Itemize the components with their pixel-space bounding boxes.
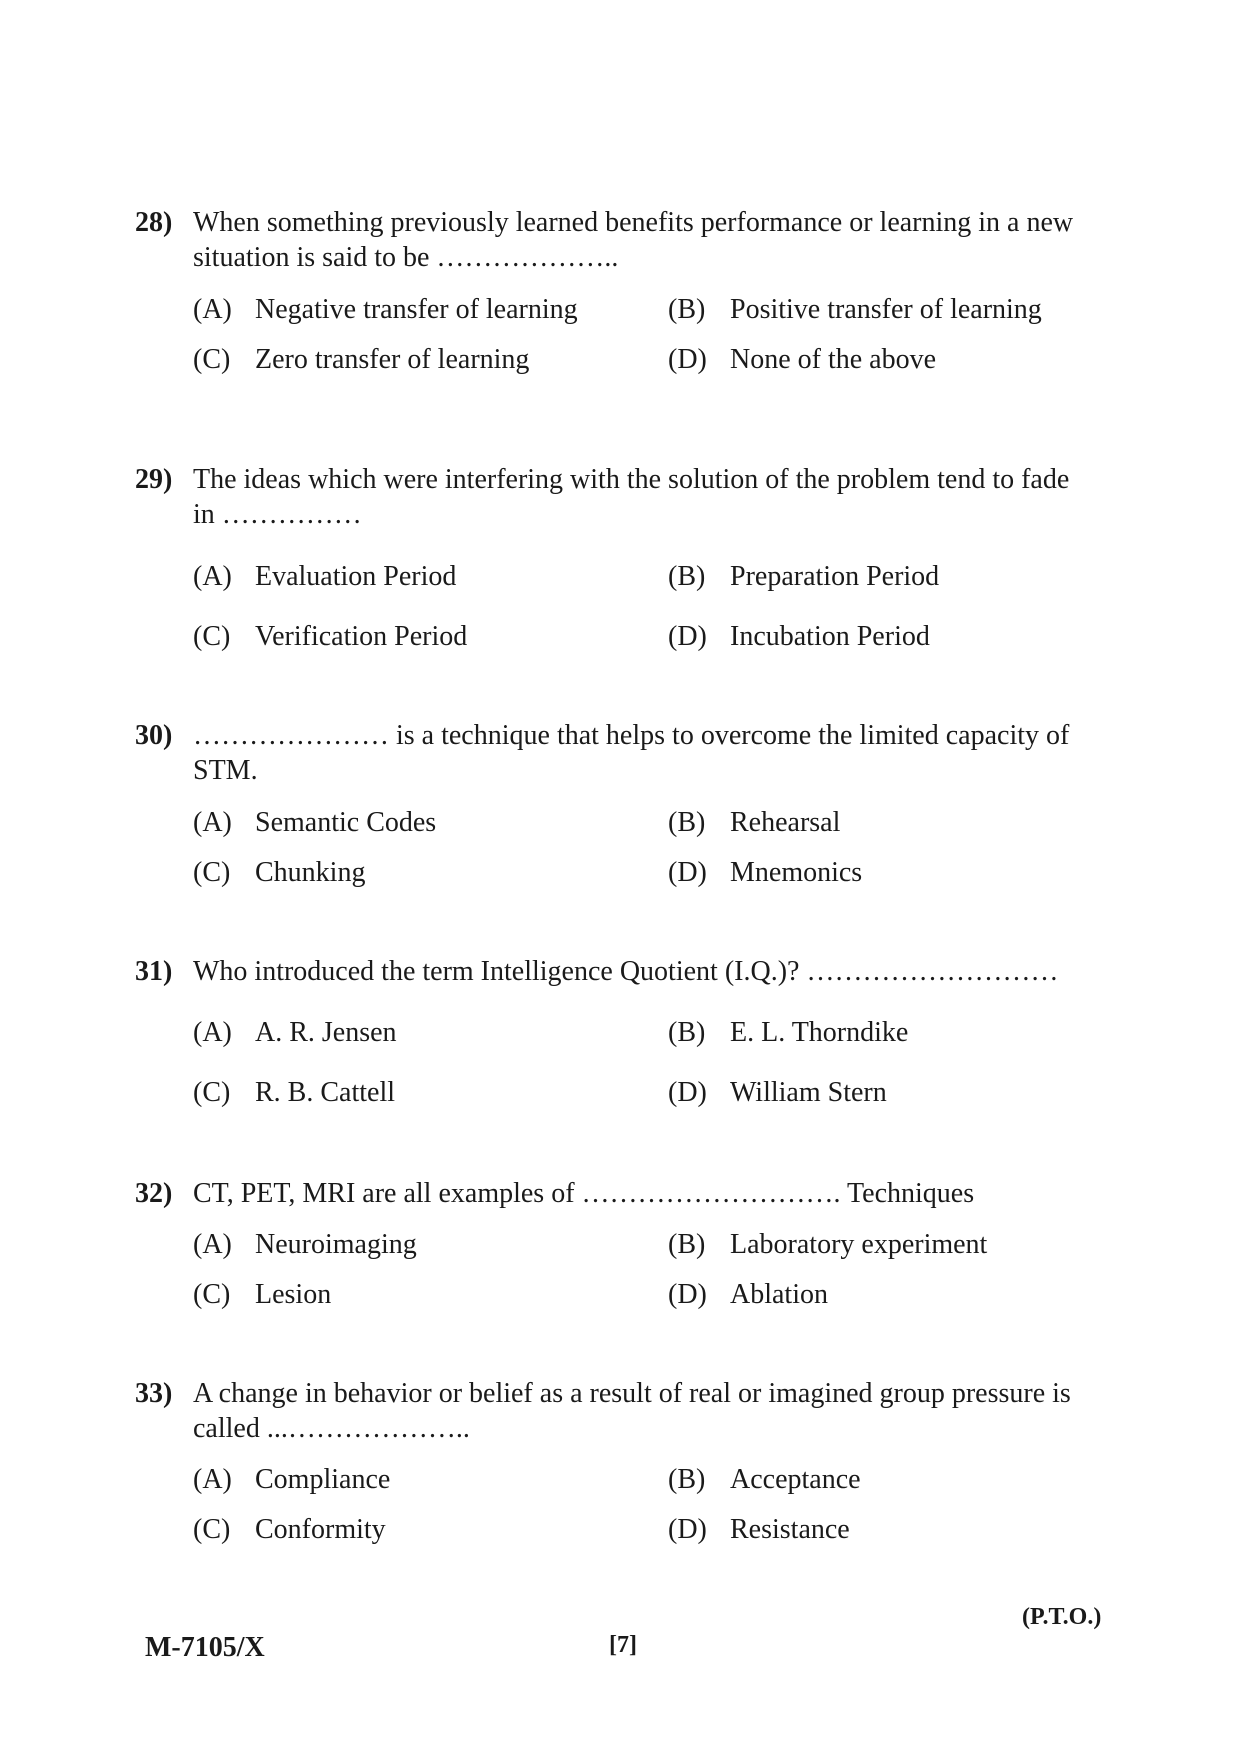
question-30	[135, 718, 1095, 788]
option-label: (D)	[668, 344, 707, 375]
option-label: (C)	[193, 1077, 231, 1108]
option-label: (A)	[193, 294, 232, 325]
option-d	[668, 342, 936, 377]
option-text: Semantic Codes	[255, 807, 437, 838]
option-label: (D)	[668, 1514, 707, 1545]
question-32	[135, 1176, 1095, 1211]
pto-label: (P.T.O.)	[1022, 1604, 1102, 1630]
question-text: The ideas which were interfering with the solution of the problem tend to fade in ……………	[193, 464, 1070, 530]
option-label: (A)	[193, 561, 232, 592]
option-label: (B)	[668, 807, 706, 838]
option-text: Incubation Period	[730, 621, 930, 652]
question-stem	[135, 205, 1095, 275]
option-a	[193, 292, 578, 327]
option-text: Laboratory experiment	[730, 1229, 988, 1260]
question-number: 29)	[135, 464, 173, 495]
option-label: (D)	[668, 857, 707, 888]
option-text: Evaluation Period	[255, 561, 457, 592]
option-label: (A)	[193, 807, 232, 838]
option-text: Preparation Period	[730, 561, 940, 592]
option-text: A. R. Jensen	[255, 1017, 397, 1048]
option-label: (A)	[193, 1229, 232, 1260]
option-b	[668, 805, 840, 840]
option-text: Chunking	[255, 857, 366, 888]
option-text: Negative transfer of learning	[255, 294, 578, 325]
option-a	[193, 559, 456, 594]
question-number: 31)	[135, 956, 173, 987]
option-text: Positive transfer of learning	[730, 294, 1042, 325]
option-a	[193, 1462, 390, 1497]
question-number: 28)	[135, 207, 173, 238]
option-text: Zero transfer of learning	[255, 344, 530, 375]
option-label: (C)	[193, 621, 231, 652]
question-stem	[135, 954, 1095, 989]
option-d	[668, 1277, 828, 1312]
option-c	[193, 1075, 395, 1110]
option-label: (A)	[193, 1464, 232, 1495]
option-d	[668, 1075, 887, 1110]
option-text: Lesion	[255, 1279, 332, 1310]
question-number: 30)	[135, 720, 173, 751]
page-number: [7]	[609, 1632, 637, 1658]
option-c	[193, 619, 467, 654]
option-c	[193, 342, 529, 377]
question-29	[135, 462, 1095, 532]
option-text: None of the above	[730, 344, 937, 375]
option-label: (B)	[668, 1017, 706, 1048]
option-label: (A)	[193, 1017, 232, 1048]
option-b	[668, 1015, 908, 1050]
option-b	[668, 559, 939, 594]
option-text: R. B. Cattell	[255, 1077, 395, 1108]
option-label: (C)	[193, 1279, 231, 1310]
question-stem	[135, 462, 1095, 532]
option-b	[668, 1227, 987, 1262]
option-text: Ablation	[730, 1279, 828, 1310]
option-c	[193, 1512, 386, 1547]
option-b	[668, 1462, 861, 1497]
option-label: (B)	[668, 1229, 706, 1260]
question-stem	[135, 1176, 1095, 1211]
paper-code: M-7105/X	[145, 1632, 265, 1663]
option-d	[668, 1512, 850, 1547]
option-label: (C)	[193, 1514, 231, 1545]
question-number: 33)	[135, 1378, 173, 1409]
option-label: (C)	[193, 344, 231, 375]
option-c	[193, 1277, 331, 1312]
option-label: (B)	[668, 294, 706, 325]
option-b	[668, 292, 1042, 327]
question-number: 32)	[135, 1178, 173, 1209]
option-text: Conformity	[255, 1514, 386, 1545]
option-text: Neuroimaging	[255, 1229, 417, 1260]
option-text: William Stern	[730, 1077, 887, 1108]
question-28	[135, 205, 1095, 275]
option-label: (D)	[668, 1279, 707, 1310]
option-label: (B)	[668, 1464, 706, 1495]
question-31	[135, 954, 1095, 989]
option-text: Resistance	[730, 1514, 850, 1545]
question-text: Who introduced the term Intelligence Quotient (I.Q.)? ………………………	[193, 956, 1059, 987]
question-text: CT, PET, MRI are all examples of ………………………. Techniques	[193, 1178, 975, 1209]
question-33	[135, 1376, 1095, 1446]
option-c	[193, 855, 365, 890]
option-label: (B)	[668, 561, 706, 592]
option-text: Verification Period	[255, 621, 468, 652]
option-text: Compliance	[255, 1464, 391, 1495]
option-a	[193, 805, 436, 840]
question-text: When something previously learned benefits performance or learning in a new situation is said to be ………………..	[193, 207, 1074, 273]
option-d	[668, 619, 930, 654]
option-text: Rehearsal	[730, 807, 841, 838]
option-a	[193, 1015, 397, 1050]
question-stem	[135, 1376, 1095, 1446]
option-text: E. L. Thorndike	[730, 1017, 909, 1048]
option-label: (C)	[193, 857, 231, 888]
question-text: A change in behavior or belief as a result of real or imagined group pressure is called ...………………..	[193, 1378, 1071, 1444]
question-text: ………………… is a technique that helps to overcome the limited capacity of STM.	[193, 720, 1070, 786]
option-a	[193, 1227, 417, 1262]
option-text: Mnemonics	[730, 857, 863, 888]
option-label: (D)	[668, 1077, 707, 1108]
option-d	[668, 855, 862, 890]
question-stem	[135, 718, 1095, 788]
option-text: Acceptance	[730, 1464, 861, 1495]
option-label: (D)	[668, 621, 707, 652]
